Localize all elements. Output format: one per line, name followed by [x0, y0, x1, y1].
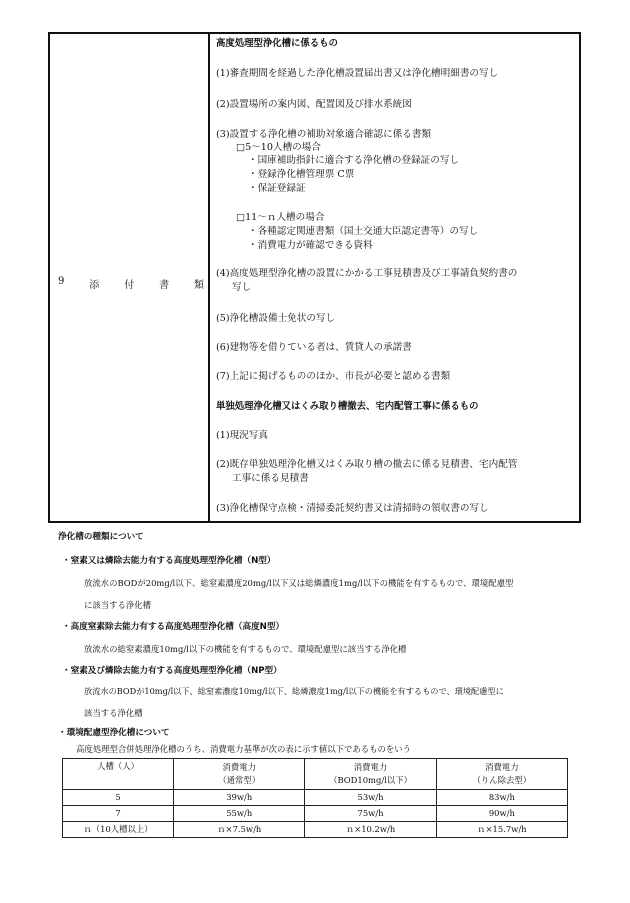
header-sublabel: （BOD10mg/l以下） — [329, 775, 412, 785]
sub-a-bullet: ・保証登録証 — [248, 183, 306, 194]
section1-item-6: (6)建物等を借りている者は、賃貸人の承諾書 — [216, 342, 412, 353]
header-label: 人槽（人） — [97, 761, 139, 771]
table-divider — [208, 34, 210, 521]
table-row — [63, 806, 568, 822]
label-char: 類 — [194, 280, 204, 291]
table-cell: ｎ×15.7w/h — [436, 822, 567, 838]
label-char: 9 — [58, 276, 65, 287]
section2-item-2: (2)既存単独処理浄化槽又はくみ取り槽の撤去に係る見積書、宅内配管 — [216, 459, 518, 470]
section1-item-4-cont: 写し — [232, 282, 252, 293]
table-cell: 53w/h — [305, 790, 436, 806]
header-cell — [436, 759, 567, 790]
section2-item-1: (1)現況写真 — [216, 430, 268, 441]
eco-line1: 高度処理型合併処理浄化槽のうち、消費電力基準が次の表に示す値以下であるものをいう — [76, 744, 411, 754]
section1-item-7: (7)上記に掲げるもののほか、市長が必要と認める書類 — [216, 371, 451, 382]
sub-a-bullet: ・国庫補助指針に適合する浄化槽の登録証の写し — [248, 155, 460, 166]
section1-item-5: (5)浄化槽設備士免状の写し — [216, 313, 336, 324]
table-cell: ｎ×10.2w/h — [305, 822, 436, 838]
sub-b-bullet: ・消費電力が確認できる資料 — [248, 240, 373, 251]
n-type-line2: に該当する浄化槽 — [84, 600, 151, 610]
power-consumption-table — [62, 758, 568, 838]
section1-item-4: (4)高度処理型浄化槽の設置にかかる工事見積書及び工事請負契約書の — [216, 268, 518, 279]
header-sublabel: （通常型） — [218, 775, 261, 785]
label-char: 添 — [89, 280, 100, 291]
high-n-heading: ・高度窒素除去能力有する高度処理型浄化槽（高度N型） — [62, 622, 285, 632]
sub-b-title: □11～ｎ人槽の場合 — [236, 212, 325, 223]
table-cell: 5 — [63, 790, 174, 806]
table-cell: 55w/h — [174, 806, 305, 822]
label-char: 付 — [124, 280, 135, 291]
n-type-line1: 放流水のBODが20mg/l以下、総窒素濃度20mg/l以下又は総燐濃度1mg/l以下の機能を有するもので、環境配慮型 — [84, 578, 514, 588]
high-n-line1: 放流水の総窒素濃度10mg/l以下の機能を有するもので、環境配慮型に該当する浄化槽 — [84, 644, 407, 654]
sub-a-bullet: ・登録浄化槽管理票 C票 — [248, 169, 355, 180]
table-cell: 39w/h — [174, 790, 305, 806]
table-cell: 75w/h — [305, 806, 436, 822]
table-row — [63, 822, 568, 838]
section1-heading: 高度処理型浄化槽に係るもの — [216, 38, 338, 49]
table-cell: 90w/h — [436, 806, 567, 822]
table-header-row — [63, 759, 568, 790]
notes-title: 浄化槽の種類について — [58, 532, 144, 542]
label-char: 書 — [159, 280, 170, 291]
sub-b-bullet: ・各種認定関連書類（国土交通大臣認定書等）の写し — [248, 226, 479, 237]
header-sublabel: （りん除去型） — [472, 775, 532, 785]
table-cell: ｎ×7.5w/h — [174, 822, 305, 838]
section1-item-2: (2)設置場所の案内図、配置図及び排水系統図 — [216, 99, 412, 110]
np-type-line1: 放流水のBODが10mg/l以下、総窒素濃度10mg/l以下、総燐濃度1mg/l以下の機能を有するもので、環境配慮型に — [84, 686, 504, 696]
section1-item-3: (3)設置する浄化槽の補助対象適合確認に係る書類 — [216, 129, 432, 140]
np-type-line2: 該当する浄化槽 — [84, 708, 143, 718]
header-cell — [174, 759, 305, 790]
table-cell: 83w/h — [436, 790, 567, 806]
table-cell: 7 — [63, 806, 174, 822]
section1-item-1: (1)審査期間を経過した浄化槽設置届出書又は浄化槽明細書の写し — [216, 68, 499, 79]
header-label: 消費電力 — [353, 762, 388, 772]
eco-heading: ・環境配慮型浄化槽について — [58, 728, 170, 738]
attachments-table — [48, 32, 581, 523]
table-row — [63, 790, 568, 806]
np-type-heading: ・窒素及び燐除去能力有する高度処理型浄化槽（NP型） — [62, 666, 282, 676]
header-cell — [305, 759, 436, 790]
n-type-heading: ・窒素又は燐除去能力有する高度処理型浄化槽（N型） — [62, 556, 276, 566]
table-cell: ｎ（10人槽以上） — [63, 822, 174, 838]
header-label: 消費電力 — [222, 762, 256, 772]
section2-heading: 単独処理浄化槽又はくみ取り槽撤去、宅内配管工事に係るもの — [216, 401, 479, 412]
header-label: 消費電力 — [485, 762, 519, 772]
sub-a-title: □5～10人槽の場合 — [236, 142, 321, 153]
section2-item-3: (3)浄化槽保守点検・清掃委託契約書又は清掃時の領収書の写し — [216, 503, 489, 514]
section2-item-2-cont: 工事に係る見積書 — [232, 473, 309, 484]
header-cell — [63, 759, 174, 790]
row-label-attachments — [58, 276, 204, 291]
